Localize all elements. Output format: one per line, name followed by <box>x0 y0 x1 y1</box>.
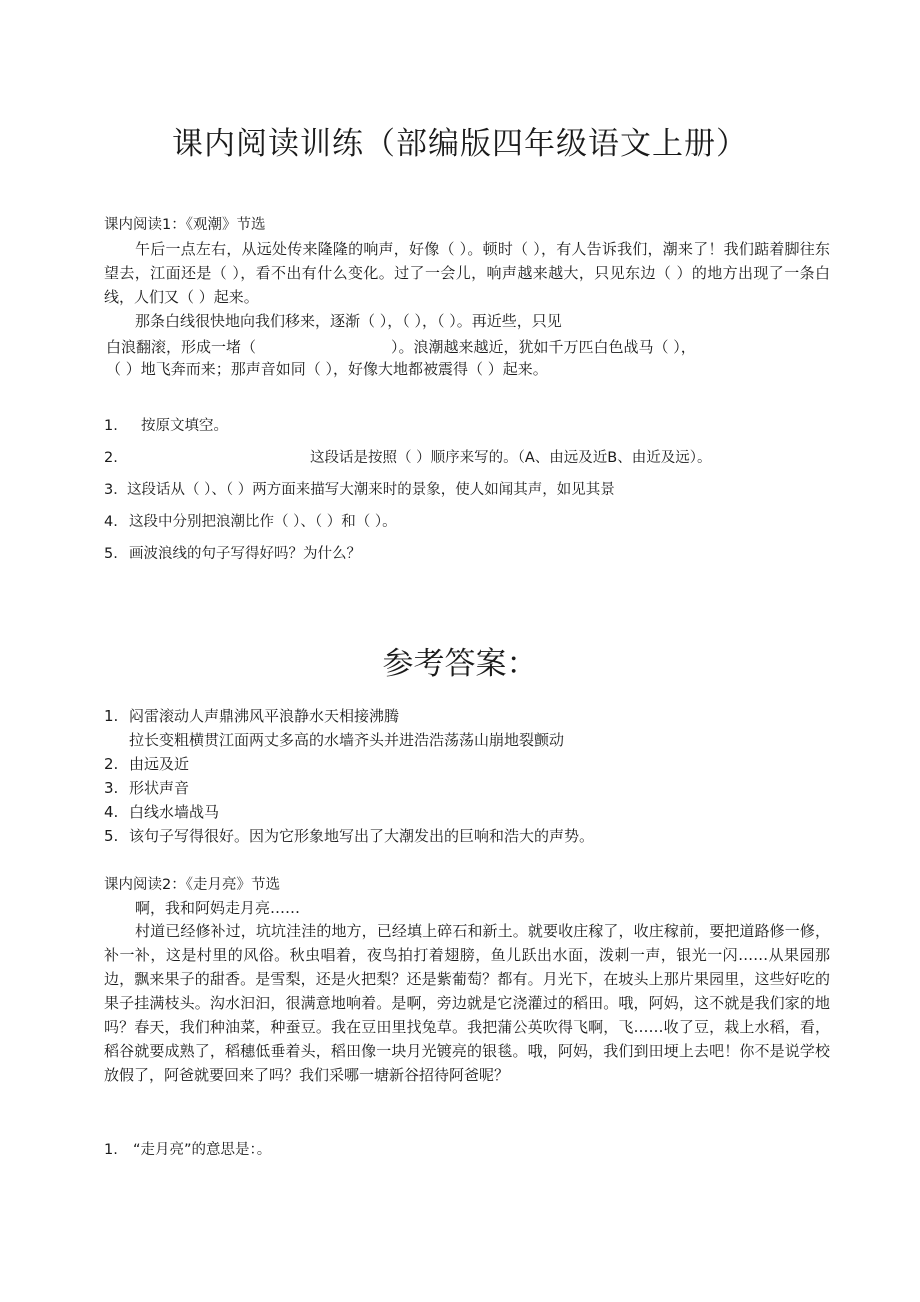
reading2-heading: 课内阅读2：《走月亮》节选 <box>104 877 280 893</box>
answer-text: 白线水墙战马 <box>129 803 220 821</box>
reading1-heading: 课内阅读1：《观潮》节选 <box>104 217 266 233</box>
question-number: 1. <box>104 418 118 434</box>
answer-item <box>129 729 564 750</box>
answer-number: 2. <box>104 755 119 773</box>
question2-item <box>104 1138 271 1159</box>
reading1-paragraph1: 午后一点左右，从远处传来隆隆的响声，好像（ ）。顿时（ ），有人告诉我们，潮来了！我们踮着脚往东望去，江面还是（ ），看不出有什么变化。过了一会儿，响声越来越大，只见东边（ ）的地方出现了一条白线，人们又（ ）起来。 <box>104 240 830 306</box>
answer-item <box>104 705 399 726</box>
answer-item <box>104 777 189 798</box>
question-text: “走月亮”的意思是：。 <box>133 1142 272 1158</box>
question-number: 2. <box>104 450 118 466</box>
answer-text: 闷雷滚动人声鼎沸风平浪静水天相接沸腾 <box>129 707 400 725</box>
question-text: 这段话是按照（ ）顺序来写的。（A、由远及近B、由近及远）。 <box>310 450 712 466</box>
reading2-line1: 啊，我和阿妈走月亮…… <box>135 899 301 917</box>
question1-item <box>104 542 361 563</box>
answer-number: 3. <box>104 779 119 797</box>
question1-item <box>104 446 711 467</box>
answer-item <box>104 753 189 774</box>
answer-text: 该句子写得很好。因为它形象地写出了大潮发出的巨响和浩大的声势。 <box>129 827 595 845</box>
question-number: 3． <box>104 482 128 498</box>
answer-item <box>104 801 219 822</box>
answer-number: 4. <box>104 803 119 821</box>
reading1-para2-line2: 白浪翻滚，形成一堵（ ）。浪潮越来越近，犹如千万匹白色战马（ ）， <box>106 338 696 356</box>
answer-text: 拉长变粗横贯江面两丈多高的水墙齐头并进浩浩荡荡山崩地裂颤动 <box>129 731 565 749</box>
page-title: 课内阅读训练（部编版四年级语文上册） <box>172 126 748 162</box>
answer-number: 5. <box>104 827 119 845</box>
question1-item <box>104 478 615 499</box>
reading1-para2-line3: （ ）地飞奔而来；那声音如同（ ），好像大地都被震得（ ）起来。 <box>106 360 548 378</box>
question1-item <box>104 510 397 531</box>
reading1-para2-line1: 那条白线很快地向我们移来，逐渐（ ），（ ），（ ）。再近些，只见 <box>135 312 562 330</box>
answer-text: 由远及近 <box>129 755 190 773</box>
question-number: 1. <box>104 1142 118 1158</box>
question-text: 这段中分别把浪潮比作（ ）、（ ）和（ ）。 <box>129 514 397 530</box>
question-number: 4. <box>104 514 118 530</box>
reading2-paragraph: 村道已经修补过，坑坑洼洼的地方，已经填上碎石和新土。就要收庄稼了，收庄稼前，要把道路修一修，补一补，这是村里的风俗。秋虫唱着，夜鸟拍打着翅膀，鱼儿跃出水面，泼刺一声，银光一闪……从果园那边，飘来果子的甜香。是雪梨，还是火把梨？还是紫葡萄？都有。月光下，在坡头上那片果园里，这些好吃的果子挂满枝头。沟水汩汩，很满意地响着。是啊，旁边就是它浇灌过的稻田。哦，阿妈，这不就是我们家的地吗？春天，我们种油菜，种蚕豆。我在豆田里找兔草。我把蒲公英吹得飞啊，飞……收了豆，栽上水稻，看，稻谷就要成熟了，稻穗低垂着头，稻田像一块月光镀亮的银毯。哦，阿妈，我们到田埂上去吧！你不是说学校放假了，阿爸就要回来了吗？我们采哪一塘新谷招待阿爸呢？ <box>104 922 830 1084</box>
answers-heading: 参考答案： <box>382 646 538 682</box>
answer-item <box>104 825 594 846</box>
answer-text: 形状声音 <box>129 779 190 797</box>
question-text: 画波浪线的句子写得好吗？为什么？ <box>129 546 361 562</box>
question-text: 这段话从（ ）、（ ）两方面来描写大潮来时的景象，使人如闻其声，如见其景 <box>127 482 615 498</box>
answer-number: 1. <box>104 707 119 725</box>
question1-item <box>104 414 228 435</box>
question-text: 按原文填空。 <box>141 418 228 434</box>
question-number: 5. <box>104 546 118 562</box>
